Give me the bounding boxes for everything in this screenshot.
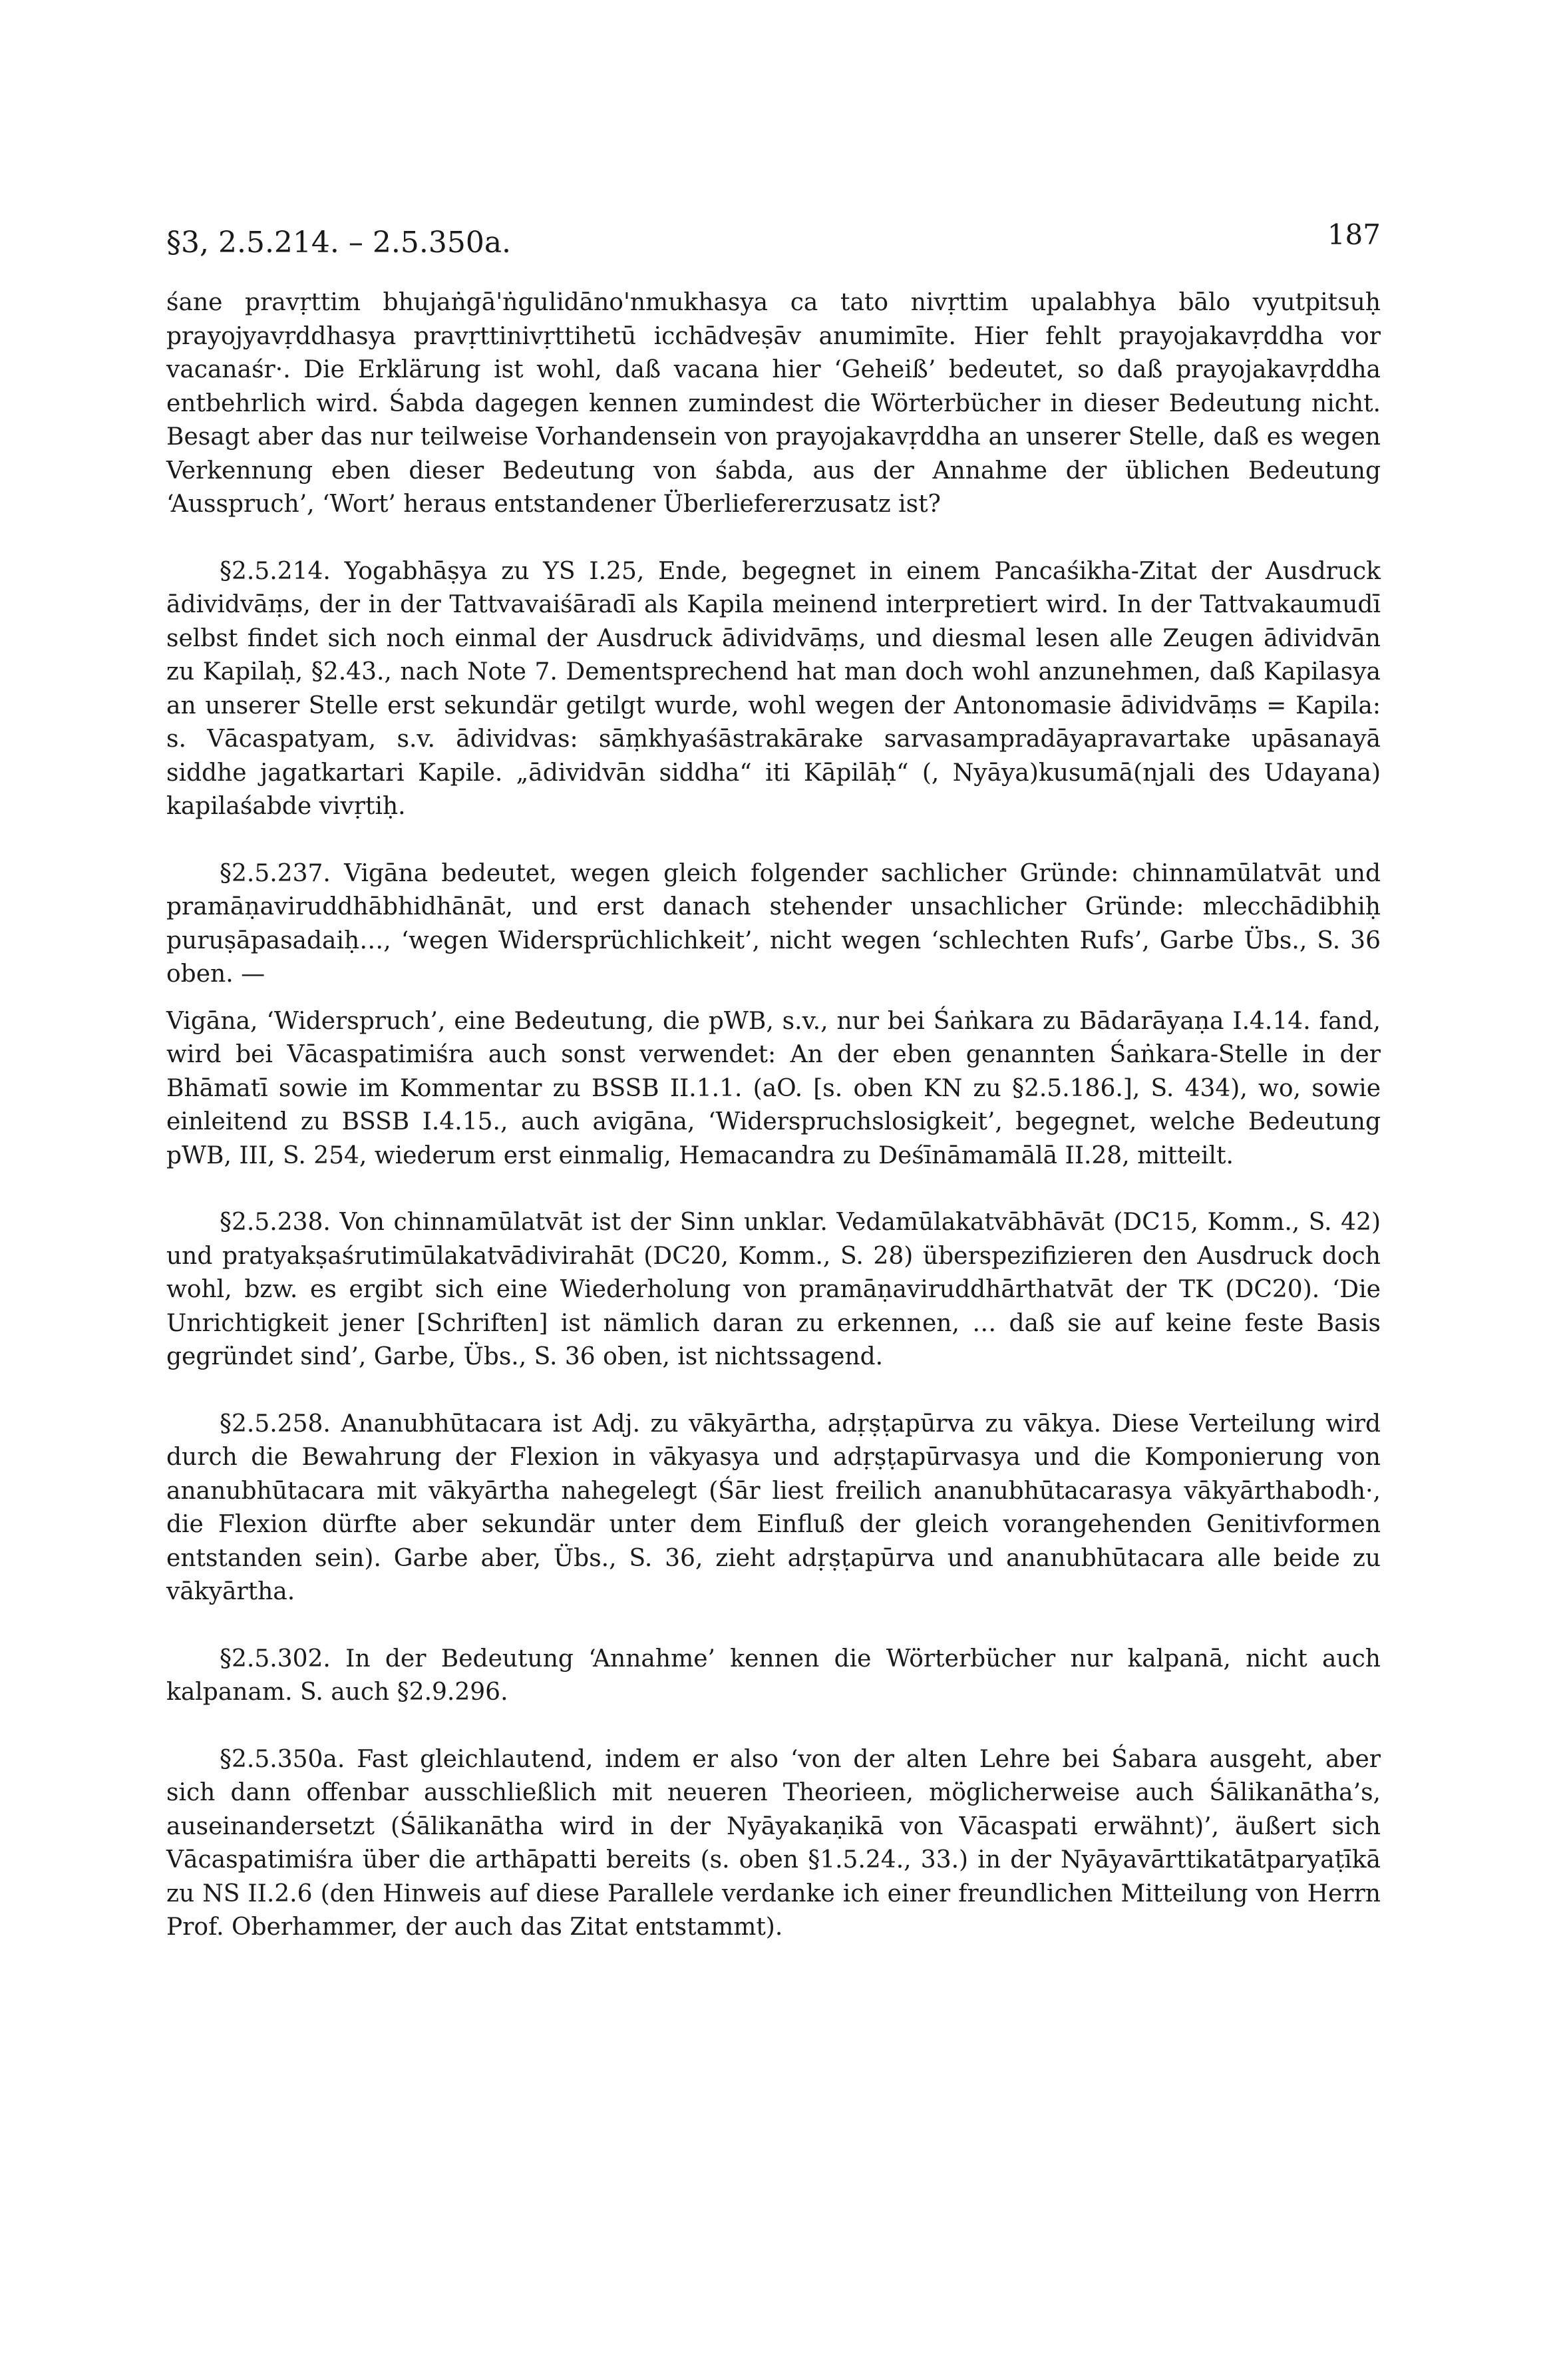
section-reference: §3, 2.5.214. – 2.5.350a. [166,226,512,260]
paragraph-2-5-258: §2.5.258. Ananubhūtacara ist Adj. zu vākyārtha, adṛṣṭapūrva zu vākya. Diese Verteilung wird durch die Bewahrung der Flexion in vākyasya und adṛṣṭapūrvasya und die Komponierung von ananubhūtacara mit vākyārtha nahegelegt (Śār liest freilich ananubhūtacarasya vākyārthabodh·, die Flexion dürfte aber sekundär unter dem Einfluß der gleich vorangehenden Genitivformen entstanden sein). Garbe aber, Übs., S. 36, zieht adṛṣṭapūrva und ananubhūtacara alle beide zu vākyārtha. [166,1410,1381,1605]
running-head [166,220,1381,266]
paragraph-2-5-302: §2.5.302. In der Bedeutung ‘Annahme’ kennen die Wörterbücher nur kalpanā, nicht auch kalpanam. S. auch §2.9.296. [166,1645,1381,1706]
paragraph-2-5-238: §2.5.238. Von chinnamūlatvāt ist der Sinn unklar. Vedamūlakatvābhāvāt (DC15, Komm., S. 42) und pratyakṣaśrutimūlakatvādivirahāt (DC20, Komm., S. 28) überspezifizieren den Ausdruck doch wohl, bzw. es ergibt sich eine Wiederholung von pramāṇaviruddhārthatvāt der TK (DC20). ‘Die Unrichtigkeit jener [Schriften] ist nämlich daran zu erkennen, … daß sie auf keine feste Basis gegründet sind’, Garbe, Übs., S. 36 oben, ist nichtssagend. [166,1209,1381,1370]
paragraph-2-5-350a: §2.5.350a. Fast gleichlautend, indem er also ‘von der alten Lehre bei Śabara ausgeht, aber sich dann offenbar ausschließlich mit neueren Theorieen, möglicherweise auch Śālikanātha’s, auseinandersetzt (Śālikanātha wird in der Nyāyakaṇikā von Vācaspati erwähnt)’, äußert sich Vācaspatimiśra über die arthāpatti bereits (s. oben §1.5.24., 33.) in der Nyāyavārttikatātparyaṭīkā zu NS II.2.6 (den Hinweis auf diese Parallele verdanke ich einer freundlichen Mitteilung von Herrn Prof. Oberhammer, der auch das Zitat entstammt). [166,1745,1381,1941]
body-text [166,286,1381,1945]
page-number: 187 [1327,218,1381,251]
paragraph-continuation: śane pravṛttim bhujaṅgā'ṅgulidāno'nmukhasya ca tato nivṛttim upalabhya bālo vyutpitsuḥ prayojyavṛddhasya pravṛttinivṛttihetū icchādveṣāv anumimīte. Hier fehlt prayojakavṛddha vor vacanaśr·. Die Erklärung ist wohl, daß vacana hier ‘Geheiß’ bedeutet, so daß prayojakavṛddha entbehrlich wird. Śabda dagegen kennen zumindest die Wörterbücher in dieser Bedeutung nicht. Besagt aber das nur teilweise Vorhandensein von prayojakavṛddha an unserer Stelle, daß es wegen Verkennung eben dieser Bedeutung von śabda, aus der Annahme der üblichen Bedeutung ‘Ausspruch’, ‘Wort’ heraus entstandener Überliefererzusatz ist? [166,289,1381,518]
paragraph-2-5-214: §2.5.214. Yogabhāṣya zu YS I.25, Ende, begegnet in einem Pancaśikha-Zitat der Ausdruck ādividvāṃs, der in der Tattvavaiśāradī als Kapila meinend interpretiert wird. In der Tattvakaumudī selbst findet sich noch einmal der Ausdruck ādividvāṃs, und diesmal lesen alle Zeugen ādividvān zu Kapilaḥ, §2.43., nach Note 7. Dementsprechend hat man doch wohl anzunehmen, daß Kapilasya an unserer Stelle erst sekundär getilgt wurde, wohl wegen der Antonomasie ādividvāṃs = Kapila: s. Vācaspatyam, s.v. ādividvas: sāṃkhyaśāstrakārake sarvasampradāyapravartake upāsanayā siddhe jagatkartari Kapile. „ādividvān siddha“ iti Kāpilāḥ“ (, Nyāya)kusumā(njali des Udayana) kapilaśabde vivṛtiḥ. [166,557,1381,820]
document-page [166,220,1381,2283]
paragraph-2-5-237: §2.5.237. Vigāna bedeutet, wegen gleich folgender sachlicher Gründe: chinnamūlatvāt und pramāṇaviruddhābhidhānāt, und erst danach stehender unsachlicher Gründe: mlecchādibhiḥ puruṣāpasadaiḥ…, ‘wegen Widersprüchlichkeit’, nicht wegen ‘schlechten Rufs’, Garbe Übs., S. 36 oben. — [166,859,1381,988]
paragraph-vigana: Vigāna, ‘Widerspruch’, eine Bedeutung, die pWB, s.v., nur bei Śaṅkara zu Bādarāyaṇa I.4.14. fand, wird bei Vācaspatimiśra auch sonst verwendet: An der eben genannten Śaṅkara-Stelle in der Bhāmatī sowie im Kommentar zu BSSB II.1.1. (aO. [s. oben KN zu §2.5.186.], S. 434), wo, sowie einleitend zu BSSB I.4.15., auch avigāna, ‘Widerspruchslosigkeit’, begegnet, welche Bedeutung pWB, III, S. 254, wiederum erst einmalig, Hemacandra zu Deśīnāmamālā II.28, mitteilt. [166,1007,1381,1169]
